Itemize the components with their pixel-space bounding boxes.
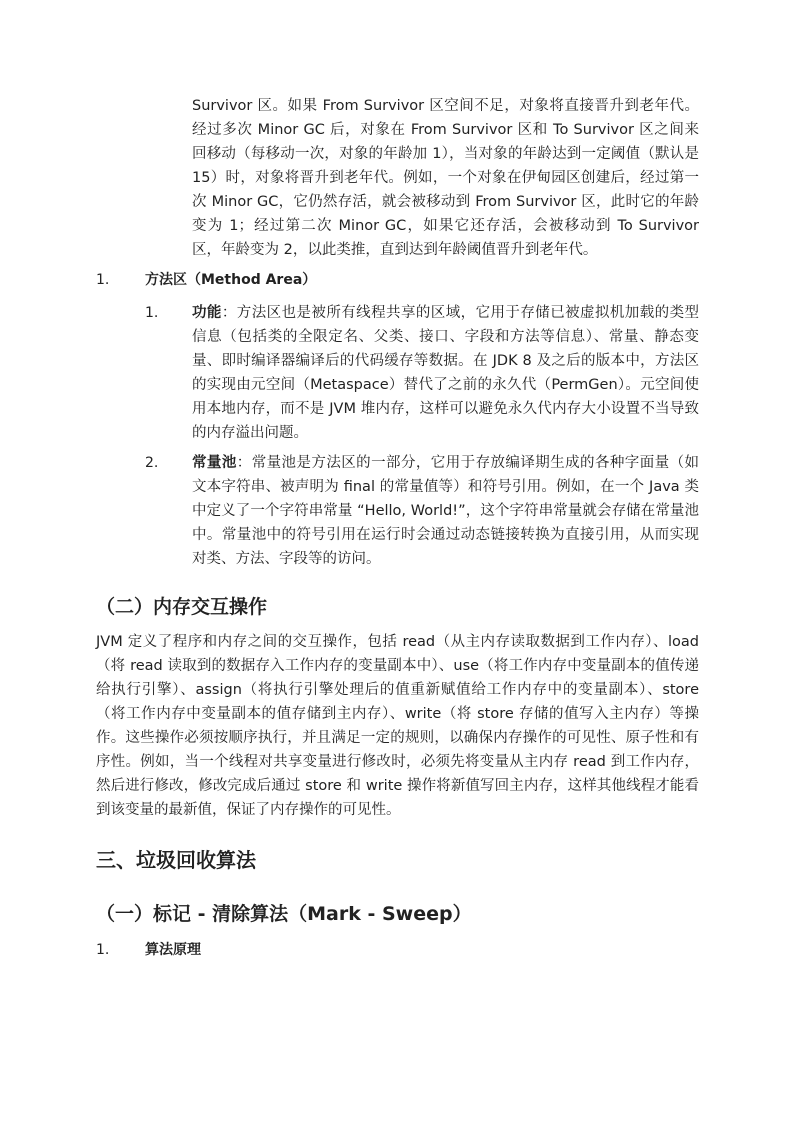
method-area-heading: 方法区（Method Area） — [145, 272, 317, 288]
memory-ops-paragraph: JVM 定义了程序和内存之间的交互操作，包括 read（从主内存读取数据到工作内存）、load（将 read 读取到的数据存入工作内存的变量副本中）、use（将工作内存中变量副本的值传递给执行引擎）、assign（将执行引擎处理后的值重新赋值给工作内存中的变量副本）、store（将工作内存中变量副本的值存储到主内存）、write（将 store 存储的值写入主内存）等操作。这些操作必须按顺序执行，并且满足一定的规则，以确保内存操作的可见性、原子性和有序性。例如，当一个线程对共享变量进行修改时，必须先将变量从主内存 read 到工作内存，然后进行修改，修改完成后通过 store 和 write 操作将新值写回主内存，这样其他线程才能看到该变量的最新值，保证了内存操作的可见性。 — [96, 634, 699, 818]
section-heading-mark-sweep: （一）标记 - 清除算法（Mark - Sweep） — [96, 903, 472, 925]
section-heading-memory-ops: （二）内存交互操作 — [96, 596, 268, 618]
section-heading-gc: 三、垃圾回收算法 — [96, 848, 256, 872]
list-number: 1. — [96, 942, 110, 958]
item-label: 常量池 — [192, 455, 237, 471]
list-number: 1. — [96, 272, 110, 288]
constant-pool-item — [192, 451, 699, 571]
item-text: ：常量池是方法区的一部分，它用于存放编译期生成的各种字面量（如文本字符串、被声明为 final 的常量值等）和符号引用。例如，在一个 Java 类中定义了一个字符串常量 “Hello, World!”，这个字符串常量就会存储在常量池中。常量池中的符号引用在运行时会通过动态链接转换为直接引用，从而实现对类、方法、字段等的访问。 — [192, 455, 700, 567]
item-text: ：方法区也是被所有线程共享的区域，它用于存储已被虚拟机加载的类型信息（包括类的全限定名、父类、接口、字段和方法等信息）、常量、静态变量、即时编译器编译后的代码缓存等数据。在 JDK 8 及之后的版本中，方法区的实现由元空间（Metaspace）替代了之前的永久代（PermGen）。元空间使用本地内存，而不是 JVM 堆内存，这样可以避免永久代内存大小设置不当导致的内存溢出问题。 — [192, 305, 700, 441]
list-number: 2. — [145, 455, 159, 471]
item-label: 功能 — [192, 305, 222, 321]
algorithm-principle-heading: 算法原理 — [145, 942, 201, 958]
list-number: 1. — [145, 305, 159, 321]
continuation-paragraph: Survivor 区。如果 From Survivor 区空间不足，对象将直接晋升到老年代。经过多次 Minor GC 后，对象在 From Survivor 区和 To Survivor 区之间来回移动（每移动一次，对象的年龄加 1），当对象的年龄达到一定阈值（默认是 15）时，对象将晋升到老年代。例如，一个对象在伊甸园区创建后，经过第一次 Minor GC，它仍然存活，就会被移动到 From Survivor 区，此时它的年龄变为 1；经过第二次 Minor GC，如果它还存活，会被移动到 To Survivor 区，年龄变为 2，以此类推，直到达到年龄阈值晋升到老年代。 — [192, 98, 699, 258]
method-area-function-item — [192, 301, 699, 445]
